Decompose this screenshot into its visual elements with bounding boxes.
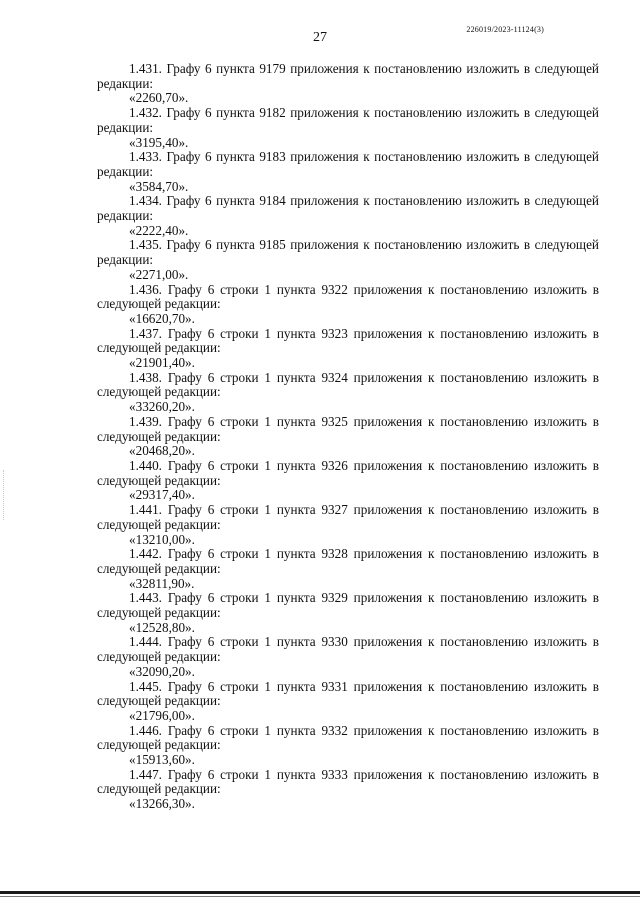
amendment-text: 1.445. Графу 6 строки 1 пункта 9331 приложения к постановлению изложить в следующей редакции: <box>97 678 599 709</box>
amendment-value: «32090,20». <box>129 663 195 679</box>
amendment-text: 1.447. Графу 6 строки 1 пункта 9333 приложения к постановлению изложить в следующей редакции: <box>97 766 599 797</box>
amendment-item <box>97 547 599 591</box>
amendment-text: 1.434. Графу 6 пункта 9184 приложения к постановлению изложить в следующей редакции: <box>97 193 599 224</box>
amendment-value: «33260,20». <box>129 399 195 415</box>
amendment-item <box>97 283 599 327</box>
amendment-value: «21796,00». <box>129 707 195 723</box>
amendment-text: 1.443. Графу 6 строки 1 пункта 9329 приложения к постановлению изложить в следующей редакции: <box>97 590 599 621</box>
amendment-item <box>97 106 599 150</box>
amendment-text: 1.442. Графу 6 строки 1 пункта 9328 приложения к постановлению изложить в следующей редакции: <box>97 546 599 576</box>
amendment-item <box>97 635 599 679</box>
scan-margin-marks <box>3 470 5 520</box>
amendment-text: 1.432. Графу 6 пункта 9182 приложения к постановлению изложить в следующей редакции: <box>97 105 599 135</box>
amendment-item <box>97 680 599 724</box>
amendment-text: 1.444. Графу 6 строки 1 пункта 9330 приложения к постановлению изложить в следующей редакции: <box>97 634 599 665</box>
amendment-text: 1.440. Графу 6 строки 1 пункта 9326 приложения к постановлению изложить в следующей редакции: <box>97 457 599 488</box>
amendment-text: 1.441. Графу 6 строки 1 пункта 9327 приложения к постановлению изложить в следующей редакции: <box>97 502 599 532</box>
amendment-item <box>97 724 599 768</box>
amendment-item <box>97 591 599 635</box>
amendment-value: «2260,70». <box>129 90 189 106</box>
amendment-text: 1.436. Графу 6 строки 1 пункта 9322 приложения к постановлению изложить в следующей редакции: <box>97 281 599 312</box>
amendment-value: «16620,70». <box>129 310 195 326</box>
amendment-value: «32811,90». <box>129 575 195 591</box>
bottom-rule-thin <box>0 896 640 897</box>
amendment-text: 1.438. Графу 6 строки 1 пункта 9324 приложения к постановлению изложить в следующей редакции: <box>97 369 599 400</box>
amendment-text: 1.435. Графу 6 пункта 9185 приложения к постановлению изложить в следующей редакции: <box>97 237 599 268</box>
amendment-value: «13210,00». <box>129 531 195 547</box>
amendment-text: 1.437. Графу 6 строки 1 пункта 9323 приложения к постановлению изложить в следующей редакции: <box>97 325 599 356</box>
amendment-value: «13266,30». <box>129 796 195 812</box>
amendment-text: 1.433. Графу 6 пункта 9183 приложения к постановлению изложить в следующей редакции: <box>97 149 599 179</box>
bottom-rule <box>0 891 640 894</box>
amendment-item <box>97 238 599 282</box>
amendment-item <box>97 62 599 106</box>
amendment-text: 1.439. Графу 6 строки 1 пункта 9325 приложения к постановлению изложить в следующей редакции: <box>97 413 599 444</box>
amendment-item <box>97 371 599 415</box>
amendment-item <box>97 459 599 503</box>
amendment-value: «12528,80». <box>129 619 195 635</box>
amendment-value: «20468,20». <box>129 443 195 459</box>
amendment-text: 1.446. Графу 6 строки 1 пункта 9332 приложения к постановлению изложить в следующей редакции: <box>97 722 599 753</box>
document-body <box>97 62 599 812</box>
amendment-value: «15913,60». <box>129 752 195 768</box>
amendment-item <box>97 327 599 371</box>
page-number: 27 <box>313 30 327 45</box>
document-id: 226019/2023-11124(3) <box>466 25 544 34</box>
amendment-value: «21901,40». <box>129 355 195 371</box>
amendment-value: «2222,40». <box>129 222 189 238</box>
amendment-item <box>97 194 599 238</box>
amendment-value: «29317,40». <box>129 487 195 503</box>
amendment-text: 1.431. Графу 6 пункта 9179 приложения к постановлению изложить в следующей редакции: <box>97 61 599 91</box>
amendment-item <box>97 503 599 547</box>
amendment-value: «2271,00». <box>129 266 189 282</box>
amendment-item <box>97 415 599 459</box>
amendment-item <box>97 768 599 812</box>
amendment-value: «3584,70». <box>129 178 189 194</box>
amendment-value: «3195,40». <box>129 134 189 150</box>
amendment-item <box>97 150 599 194</box>
